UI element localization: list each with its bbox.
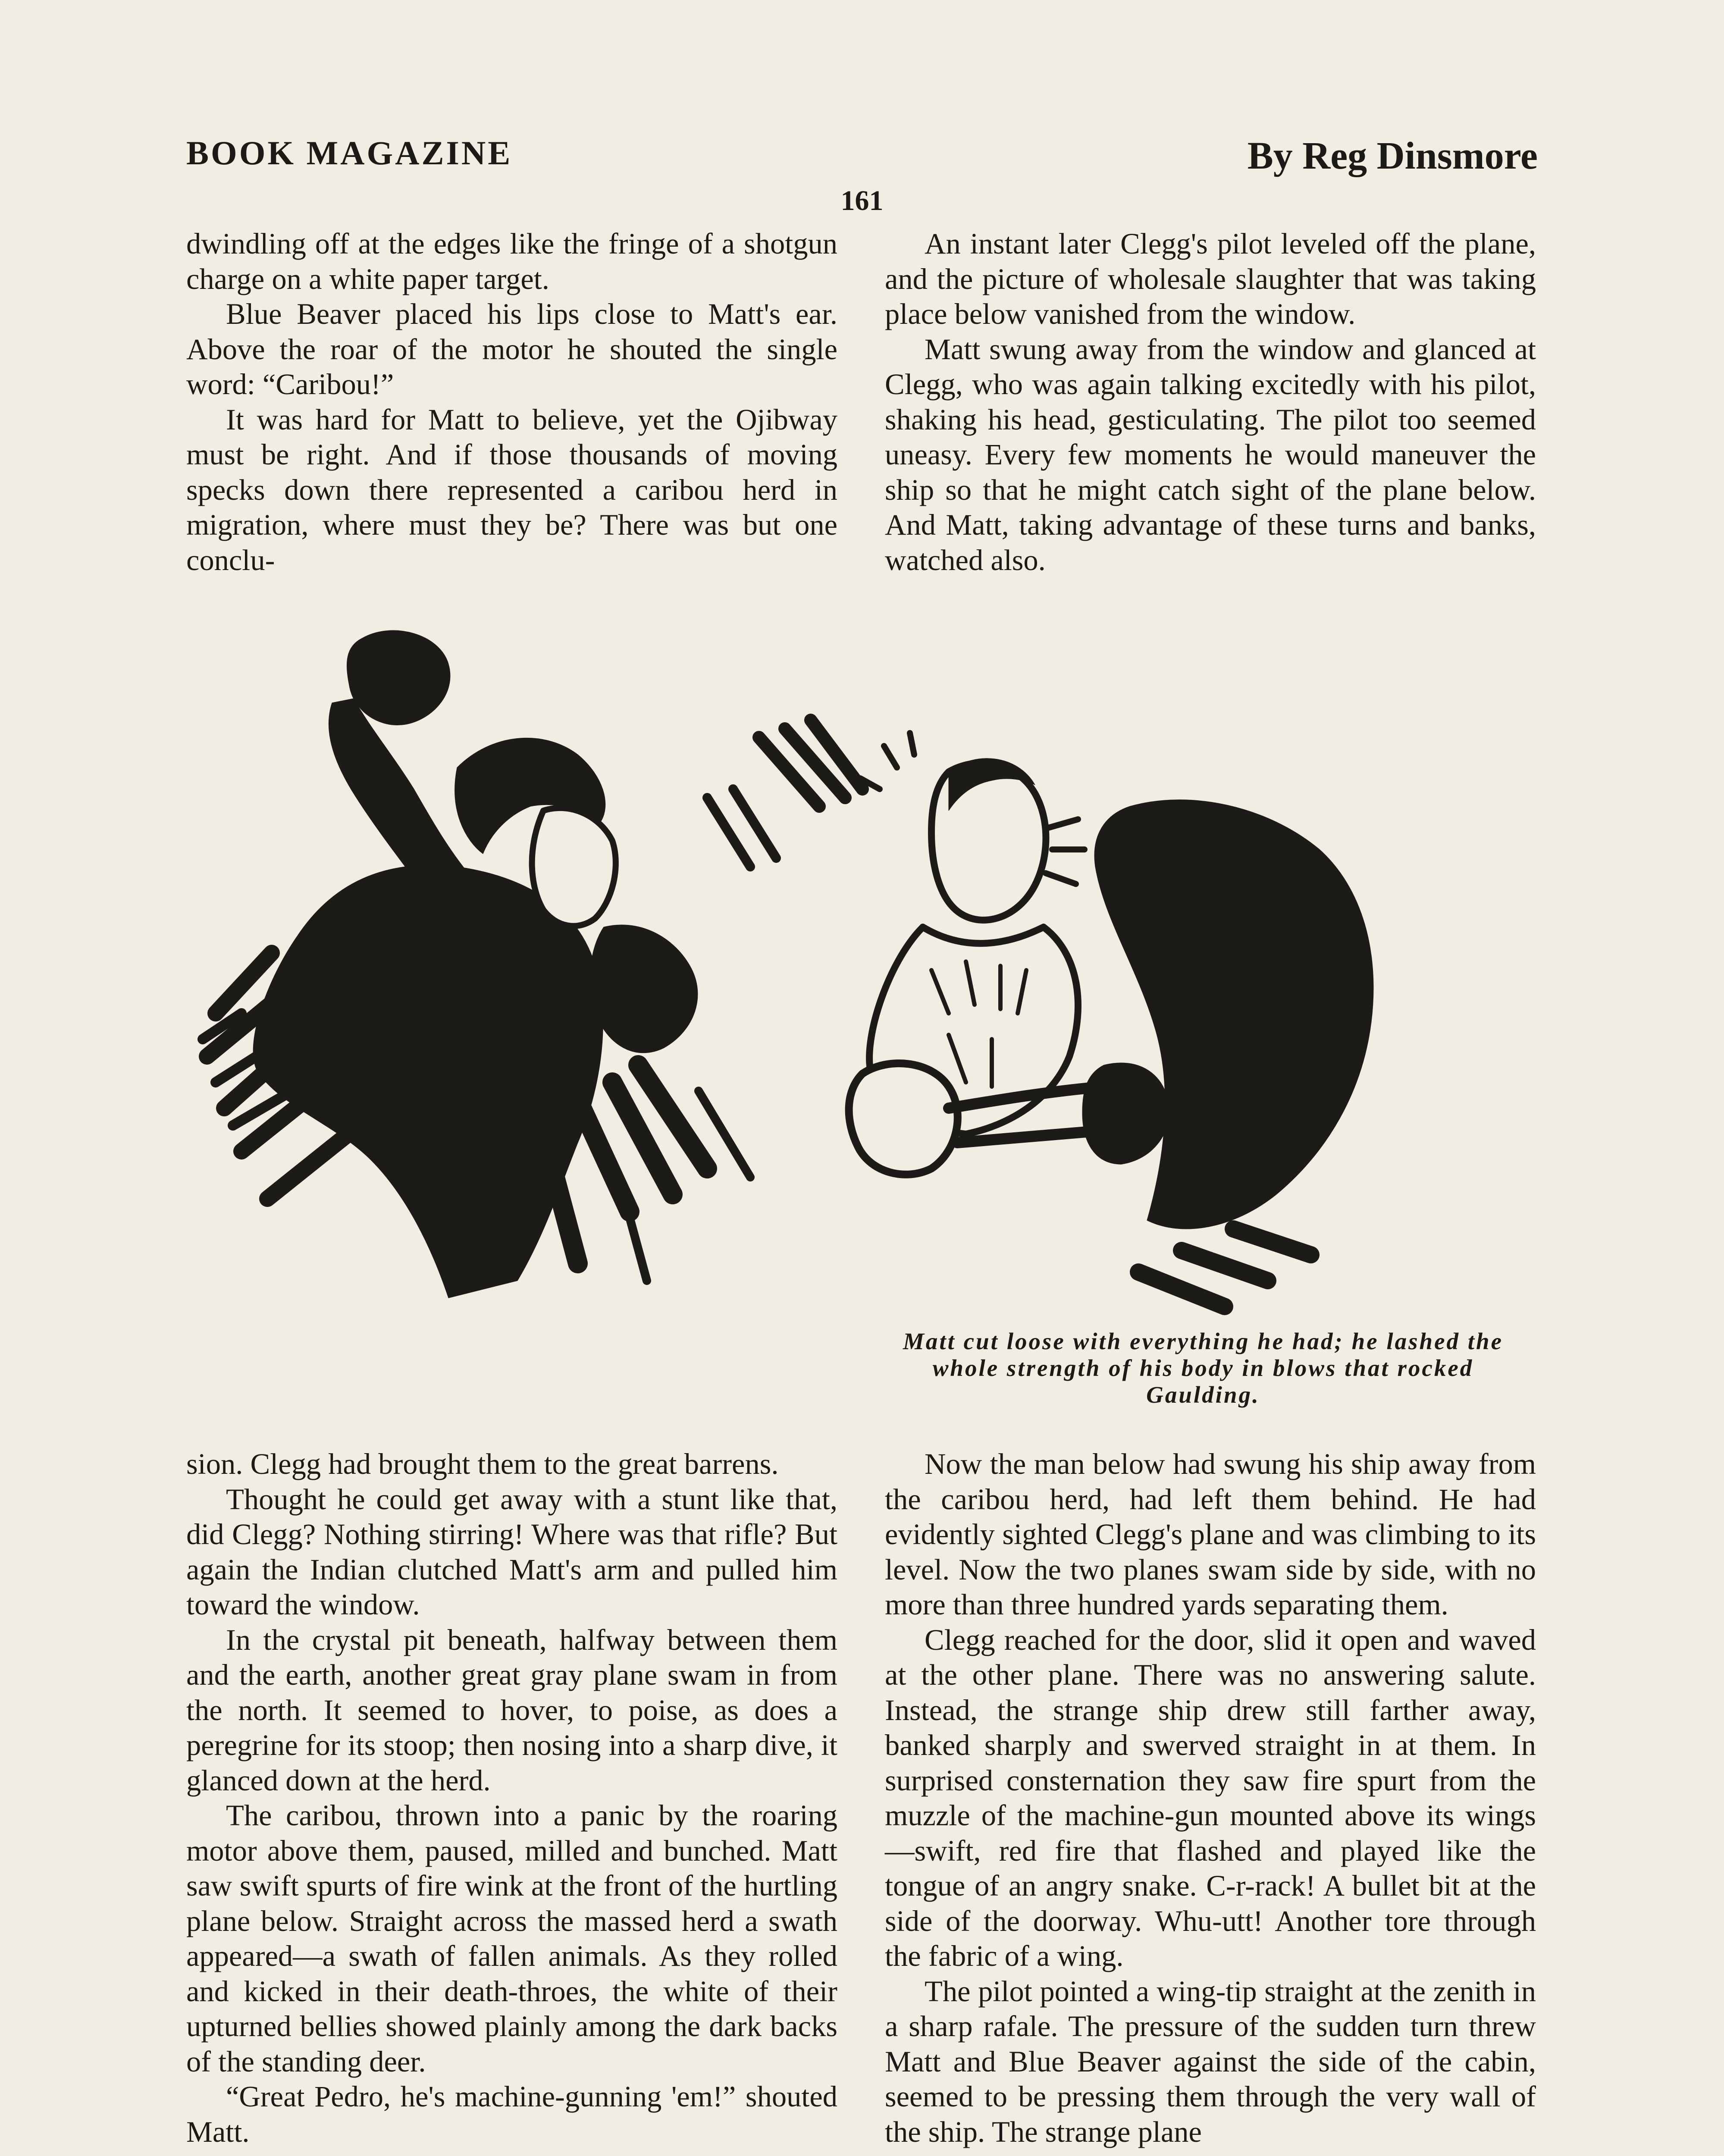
paragraph: dwindling off at the edges like the fringe of a shotgun charge on a white paper target. xyxy=(186,227,837,295)
right-figure-fist xyxy=(849,1063,958,1175)
paragraph: The pilot pointed a wing-tip straight at the zenith in a sharp rafale. The pressure of the sudden turn threw Matt and Blue Beaver against the side of the cabin, seemed to be pressing them through the very wall of the ship. The strange plane xyxy=(885,1974,1536,2148)
raised-fist xyxy=(347,630,450,725)
left-figure-shoulder xyxy=(590,925,698,1053)
magazine-title: BOOK MAGAZINE xyxy=(186,134,513,172)
fight-illustration xyxy=(190,625,1548,1376)
paragraph: Blue Beaver placed his lips close to Matt's ear. Above the roar of the motor he shouted the single word: “Caribou!” xyxy=(186,298,837,401)
paragraph: Now the man below had swung his ship away from the caribou herd, had left them behind. He had evidently sighted Clegg's plane and was climbing to its level. Now the two planes swam side by side, with no more than three hundred yards separating them. xyxy=(885,1448,1536,1621)
right-figure-coat xyxy=(1094,800,1373,1229)
paragraph: The caribou, thrown into a panic by the roaring motor above them, paused, milled and bunched. Matt saw swift spurts of fire wink at the front of the hurtling plane below. Straight across the massed herd a swath appeared—a swath of fallen animals. As they rolled and kicked in their death-throes, the white of their upturned bellies showed plainly among the dark backs of the standing deer. xyxy=(186,1799,837,2078)
paragraph: An instant later Clegg's pilot leveled off the plane, and the picture of wholesale slaughter that was taking place below vanished from the window. xyxy=(885,227,1536,330)
left-figure-torso xyxy=(253,865,603,1298)
column-bottom-left xyxy=(186,1447,837,2150)
paragraph: sion. Clegg had brought them to the great barrens. xyxy=(186,1448,779,1480)
author-byline: By Reg Dinsmore xyxy=(1247,135,1538,177)
illustration-caption: Matt cut loose with everything he had; he lashed the whole strength of his body in blows that rocked Gaulding. xyxy=(903,1328,1504,1408)
paragraph: It was hard for Matt to believe, yet the Ojibway must be right. And if those thousands of moving specks down there represented a caribou herd in migration, where must they be? There was but one conclu- xyxy=(186,403,837,577)
left-figure-face xyxy=(532,808,616,926)
column-top-left xyxy=(186,226,837,578)
column-bottom-right xyxy=(885,1447,1536,2150)
column-top-right xyxy=(885,226,1536,578)
page-number: 161 xyxy=(840,185,884,216)
paragraph: Thought he could get away with a stunt like that, did Clegg? Nothing stirring! Where was that rifle? But again the Indian clutched Matt's arm and pulled him toward the window. xyxy=(186,1482,837,1621)
paragraph: In the crystal pit beneath, halfway between them and the earth, another great gray plane swam in from the north. It seemed to hover, to poise, as does a peregrine for its stoop; then nosing into a sharp dive, it glanced down at the herd. xyxy=(186,1623,837,1797)
paragraph: “Great Pedro, he's machine-gunning 'em!” shouted Matt. xyxy=(186,2080,837,2148)
paragraph: Matt swung away from the window and glanced at Clegg, who was again talking excitedly with his pilot, shaking his head, gesticulating. The pilot too seemed uneasy. Every few moments he would maneuver the ship so that he might catch sight of the plane below. And Matt, taking advantage of these turns and banks, watched also. xyxy=(885,332,1536,577)
paragraph: Clegg reached for the door, slid it open and waved at the other plane. There was no answering salute. Instead, the strange ship drew still farther away, banked sharply and swerved straight in at them. In surprised consternation they saw fire spurt from the muzzle of the machine-gun mounted above its wings—swift, red fire that flashed and played like the tongue of an angry snake. C-r-rack! A bullet bit at the side of the doorway. Whu-utt! Another tore through the fabric of a wing. xyxy=(885,1623,1536,1972)
